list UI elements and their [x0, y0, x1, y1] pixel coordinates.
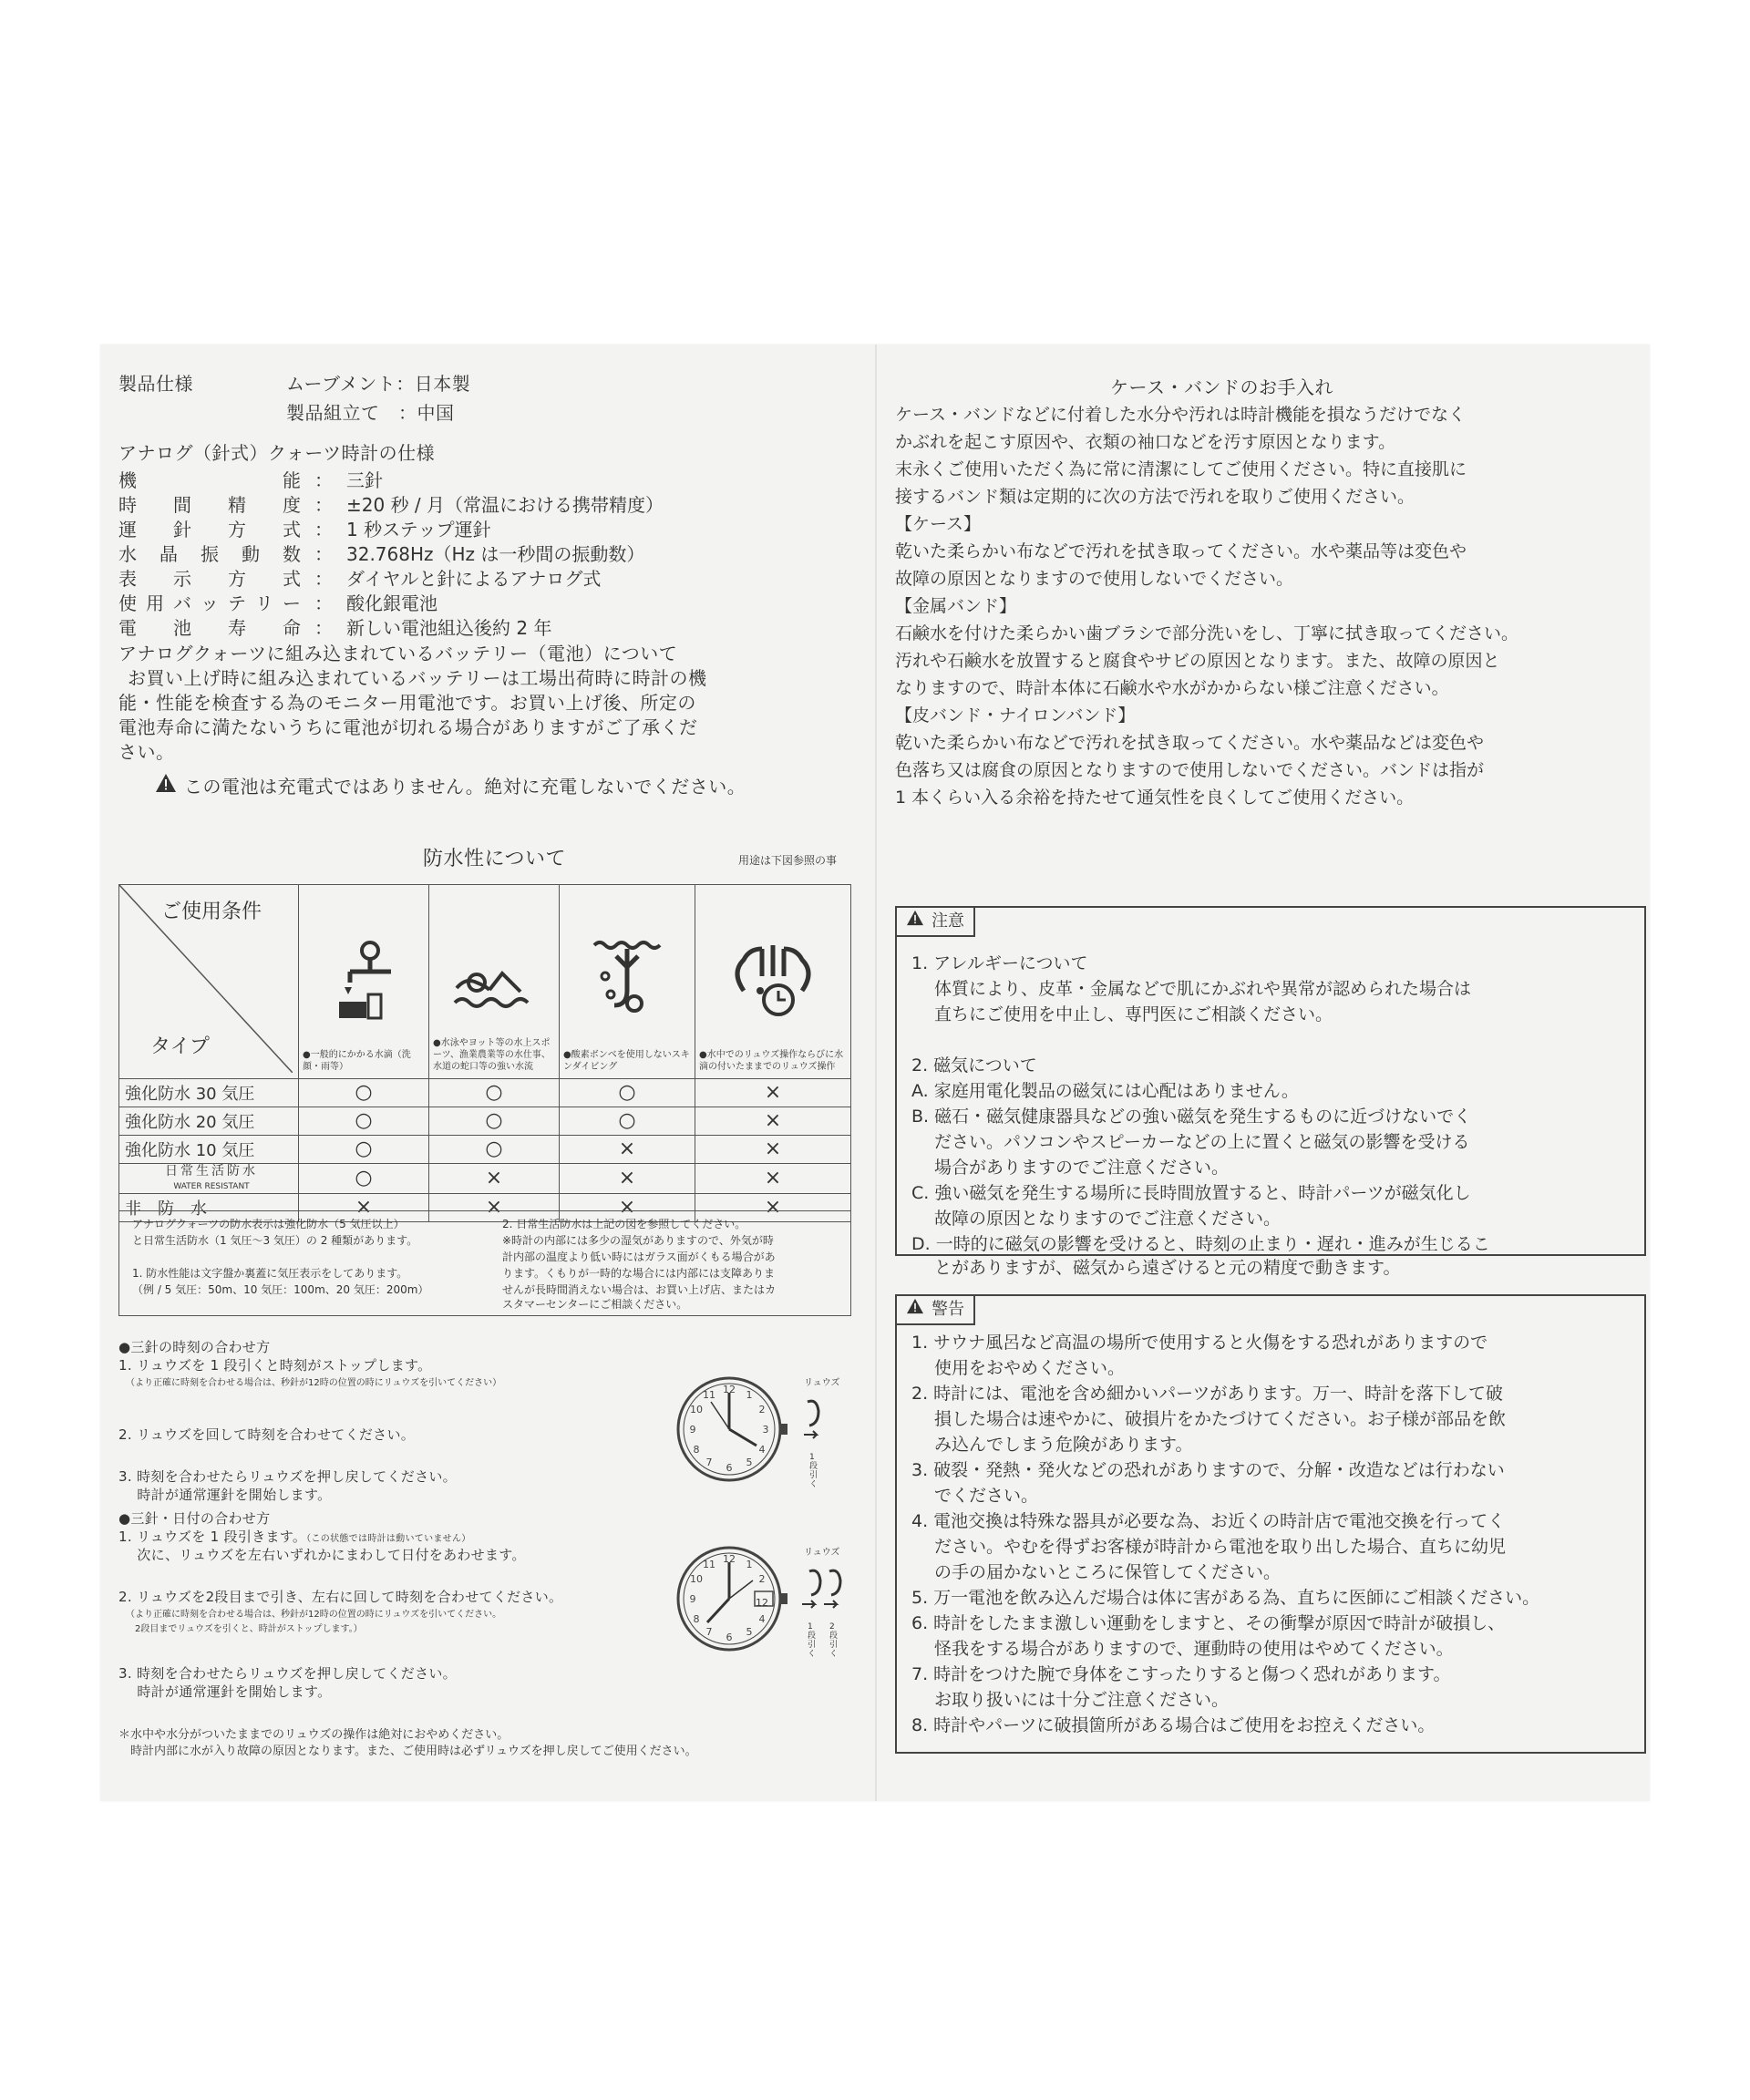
- analog-spec-title: アナログ（針式）クォーツ時計の仕様: [118, 442, 436, 464]
- footer-note: ＊水中や水分がついたままでのリュウズの操作は絶対におやめください。: [118, 1728, 510, 1742]
- spec-label: 製品仕様: [118, 373, 193, 395]
- svg-text:8: 8: [693, 1613, 700, 1625]
- spec-row: 機能 ： 三針: [118, 469, 383, 491]
- svg-text:1: 1: [746, 1389, 753, 1401]
- footer-note: 時計内部に水が入り故障の原因となります。また、ご使用時は必ずリュウズを押し戻してご使用ください。: [118, 1745, 697, 1758]
- watch-dial-date-icon: [674, 1535, 802, 1662]
- crown-pull-icon: [800, 1393, 828, 1457]
- table-row: 日常生活防水 WATER RESISTANT ○ × × ×: [119, 1164, 851, 1194]
- table-row: 強化防水 20 気圧 ○ ○ ○ ×: [119, 1107, 851, 1136]
- battery-text: お買い上げ時に組み込まれているバッテリーは工場出荷時に時計の機: [128, 667, 707, 689]
- svg-text:4: 4: [758, 1444, 766, 1456]
- care-title: ケース・バンドのお手入れ: [1110, 376, 1333, 398]
- date-window: 12: [756, 1597, 768, 1609]
- spec-row: 使用バッテリー ： 酸化銀電池: [118, 592, 438, 614]
- diving-icon: [591, 936, 664, 1027]
- svg-text:9: 9: [689, 1424, 696, 1436]
- svg-text:2: 2: [758, 1573, 766, 1585]
- caution-label: 注意: [895, 906, 975, 937]
- svg-text:9: 9: [689, 1593, 696, 1605]
- battery-text: 能・性能を検査する為のモニター用電池です。お買い上げ後、所定の: [118, 692, 696, 714]
- watch-dial-icon: [674, 1365, 802, 1493]
- no-charge-warning: この電池は充電式ではありません。絶対に充電しないでください。: [155, 773, 746, 798]
- svg-text:6: 6: [726, 1462, 733, 1474]
- corner-cell: [119, 885, 299, 1079]
- faucet-icon: [332, 931, 396, 1022]
- crown-pull-two-step-icon: [800, 1562, 848, 1626]
- type-label: タイプ: [150, 1035, 210, 1058]
- crown-label: リュウズ: [804, 1548, 840, 1558]
- condition-header: ●水中でのリュウズ操作ならびに水滴の付いたままでのリュウズ操作: [695, 885, 851, 1079]
- condition-header: ●水泳やヨット等の水上スポーツ、漁業農業等の水仕事、水道の蛇口等の強い水流: [429, 885, 560, 1079]
- caution-box: 注意 1. アレルギーについて 体質により、皮革・金属などで肌にかぶれや異常が認められた場合は 直ちにご使用を中止し、専門医にご相談ください。 2. 磁気について A. 家庭用電化製品の磁気には心配はありません。 B. 磁石・磁気健康器具などの強い磁気を発生するものに近づけないでく ださい。パソコンやスピーカーなどの上に置くと磁気の影響を受ける 場合がありますのでご注意ください。 C. 強い磁気を発生する場所に長時間放置すると、時計パーツが磁気化し 故障の原因となりますのでご注意ください。 D. 一時的に磁気の影響を受けると、時刻の止まり・遅れ・進みが生じるこ とがありますが、磁気から遠ざけると元の精度で動きます。: [895, 906, 1646, 1256]
- condition-header: ●一般的にかかる水滴（洗顔・雨等）: [299, 885, 429, 1079]
- metal-band-heading: 【金属バンド】: [895, 596, 1017, 616]
- table-row: 強化防水 10 気圧 ○ ○ × ×: [119, 1136, 851, 1164]
- svg-text:3: 3: [762, 1424, 769, 1436]
- svg-text:11: 11: [703, 1389, 715, 1401]
- crown-operation-icon: [727, 936, 818, 1027]
- svg-text:1: 1: [746, 1559, 753, 1570]
- svg-text:10: 10: [690, 1404, 703, 1415]
- crown-label: リュウズ: [804, 1378, 840, 1388]
- spec-row: 水晶振動数 ： 32.768Hz（Hz は一秒間の振動数）: [118, 543, 645, 565]
- svg-text:7: 7: [705, 1457, 713, 1468]
- spec-row: 電池寿命 ： 新しい電池組込後約 2 年: [118, 617, 552, 639]
- table-row: 強化防水 30 気圧 ○ ○ ○ ×: [119, 1079, 851, 1107]
- conditions-label: ご使用条件: [161, 901, 262, 923]
- svg-text:10: 10: [690, 1573, 703, 1585]
- svg-text:5: 5: [746, 1457, 753, 1468]
- spec-row: 時間精度 ： ±20 秒 / 月（常温における携帯精度）: [118, 494, 664, 516]
- fold-line: [875, 345, 877, 1801]
- water-notes-box: アナログクォーツの防水表示は強化防水（5 気圧以上） と日常生活防水（1 気圧〜3 気圧）の 2 種類があります。 1. 防水性能は文字盤か裏蓋に気圧表示をしてあります。 （例 / 5 気圧：50m、10 気圧：100m、20 気圧：200m） 2. 日常生活防水は上記の図を参照してください。 ※時計の内部には多少の湿気がありますので、外気が時 計内部の温度より低い時にはガラス面がくもる場合があ ります。くもりが一時的な場合には内部には支障ありま せんが長時間消えない場合は、お買い上げ店、またはカ スタマーセンターにご相談ください。: [118, 1210, 851, 1316]
- swimming-icon: [453, 961, 535, 1015]
- svg-text:8: 8: [693, 1444, 700, 1456]
- set-time-title: ●三針の時刻の合わせ方: [118, 1339, 271, 1355]
- condition-header: ●酸素ボンベを使用しないスキンダイビング: [560, 885, 695, 1079]
- svg-text:12: 12: [723, 1553, 736, 1565]
- battery-title: アナログクォーツに組み込まれているバッテリー（電池）について: [118, 643, 678, 664]
- water-note: 用途は下図参照の事: [738, 854, 838, 867]
- instruction-sheet: 製品仕様 ムーブメント：日本製 製品組立て ：中国 アナログ（針式）クォーツ時計の仕様 機能 ： 三針 時間精度 ： ±20 秒 / 月（常温における携帯精度） 運針方式 ： 1 秒ステップ運針 水晶振動数 ： 32.768Hz（Hz は一秒間の振動数） 表示方式 ： ダイヤルと針によるアナログ式 使用バッテリー ： 酸化銀電池 電池寿命 ： 新しい電池組込後約 2 年 アナログクォーツに組み込まれているバッテリー（電池）について お買い上げ時に組み込まれているバッテリーは工場出荷時に時計の機 能・性能を検査する為のモニター用電池です。お買い上げ後、所定の 電池寿命に満たないうちに電池が切れる場合がありますがご了承くだ さい。 この電池は充電式ではありません。絶対に充電しないでください。 防水性について 用途は下図参照の事 ご使用条件 タイプ ●一般的にかかる水滴（洗顔・雨等） ●水泳やヨット等の水上スポーツ、漁業農業等の水仕事、水道の蛇口等の強い水流 ●酸素ボンベを使用しないスキンダイビング ●水中でのリュウズ操作ならびに水滴の付いたままでのリュウズ操作 強化防水 30 気圧 ○ ○ ○ × 強化防水 20 気圧 ○ ○ ○ × 強化防水 10 気圧 ○ ○ × × 日常生活防水 WATER RESISTANT ○ × × × 非 防 水 × × × × アナログクォーツの防水表示は強化防水（5 気圧以上） と日常生活防水（1 気圧〜3 気圧）の 2 種類があります。 1. 防水性能は文字盤か裏蓋に気圧表示をしてあります。 （例 / 5 気圧：50m、10 気圧：100m、20 気圧：200m） 2. 日常生活防水は上記の図を参照してください。 ※時計の内部には多少の湿気がありますので、外気が時 計内部の温度より低い時にはガラス面がくもる場合があ ります。くもりが一時的な場合には内部には支障ありま せんが長時間消えない場合は、お買い上げ店、またはカ スタマーセンターにご相談ください。 ●三針の時刻の合わせ方 1. リュウズを 1 段引くと時刻がストップします。 （より正確に時刻を合わせる場合は、秒針が12時の位置の時にリュウズを引いてください） 2. リュウズを回して時刻を合わせてください。 3. 時刻を合わせたらリュウズを押し戻してください。 時計が通常運針を開始します。 12 3 6 9 1 2 4 5 7 8 10 11 リュウズ 1段引く ●三針・日付の合わせ方 1. リュウズを 1 段引きます。（この状態では時計は動いていません） 次に、リュウズを左右いずれかにまわして日付をあわせます。 2. リュウズを2段目まで引き、左右に回して時刻を合わせてください。 （より正確に時刻を合わせる場合は、秒針が12時の位置の時にリュウズを引いてください。 2段目までリュウズを引くと、時計がストップします。） 3. 時刻を合わせたらリュウズを押し戻してください。 時計が通常運針を開始します。 12 6 9 1 2 4 5 7 8 10 11 12 リュウズ 1段引く 2段引く ＊水中や水分がついたままでのリュウズの操作は絶対におやめください。 時計内部に水が入り故障の原因となります。また、ご使用時は必ずリュウズを押し戻してご使用ください。 ケース・バンドのお手入れ ケース・バンドなどに付着した水分や汚れは時計機能を損なうだけでなく かぶれを起こす原因や、衣類の袖口などを汚す原因となります。 末永くご使用いただく為に常に清潔にしてご使用ください。特に直接肌に 接するバンド類は定期的に次の方法で汚れを取りご使用ください。 【ケース】 乾いた柔らかい布などで汚れを拭き取ってください。水や薬品等は変色や 故障の原因となりますので使用しないでください。 【金属バンド】 石鹸水を付けた柔らかい歯ブラシで部分洗いをし、丁寧に拭き取ってください。 汚れや石鹸水を放置すると腐食やサビの原因となります。また、故障の原因と なりますので、時計本体に石鹸水や水がかからない様ご注意ください。 【皮バンド・ナイロンバンド】 乾いた柔らかい布などで汚れを拭き取ってください。水や薬品などは変色や 色落ち又は腐食の原因となりますので使用しないでください。バンドは指が 1 本くらい入る余裕を持たせて通気性を良くしてご使用ください。 注意 1. アレルギーについて 体質により、皮革・金属などで肌にかぶれや異常が認められた場合は 直ちにご使用を中止し、専門医にご相談ください。 2. 磁気について A. 家庭用電化製品の磁気には心配はありません。 B. 磁石・磁気健康器具などの強い磁気を発生するものに近づけないでく ださい。パソコンやスピーカーなどの上に置くと磁気の影響を受ける 場合がありますのでご注意ください。 C. 強い磁気を発生する場所に長時間放置すると、時計パーツが磁気化し 故障の原因となりますのでご注意ください。 D. 一時的に磁気の影響を受けると、時刻の止まり・遅れ・進みが生じるこ とがありますが、磁気から遠ざけると元の精度で動きます。 警告 1. サウナ風呂など高温の場所で使用すると火傷をする恐れがありますので 使用をおやめください。 2. 時計には、電池を含め細かいパーツがあります。万一、時計を落下して破 損した場合は速やかに、破損片をかたづけてください。お子様が部品を飲 み込んでしまう危険があります。 3. 破裂・発熱・発火などの恐れがありますので、分解・改造などは行わない でください。 4. 電池交換は特殊な器具が必要な為、お近くの時計店で電池交換を行ってく ださい。やむを得ずお客様が時計から電池を取り出した場合、直ちに幼児 の手の届かないところに保管してください。 5. 万一電池を飲み込んだ場合は体に害がある為、直ちに医師にご相談ください。 6. 時計をしたまま激しい運動をしますと、その衝撃が原因で時計が破損し、 怪我をする場合がありますので、運動時の使用はやめてください。 7. 時計をつけた腕で身体をこすったりすると傷つく恐れがあります。 お取り扱いには十分ご注意ください。 8. 時計やパーツに破損箇所がある場合はご使用をお控えください。: [100, 345, 1650, 1801]
- movement-origin: ムーブメント：日本製: [286, 373, 471, 395]
- svg-text:2: 2: [758, 1404, 766, 1415]
- warning-box: 警告 1. サウナ風呂など高温の場所で使用すると火傷をする恐れがありますので 使用をおやめください。 2. 時計には、電池を含め細かいパーツがあります。万一、時計を落下して破 損した場合は速やかに、破損片をかたづけてください。お子様が部品を飲 み込んでしまう危険があります。 3. 破裂・発熱・発火などの恐れがありますので、分解・改造などは行わない でください。 4. 電池交換は特殊な器具が必要な為、お近くの時計店で電池交換を行ってく ださい。やむを得ずお客様が時計から電池を取り出した場合、直ちに幼児 の手の届かないところに保管してください。 5. 万一電池を飲み込んだ場合は体に害がある為、直ちに医師にご相談ください。 6. 時計をしたまま激しい運動をしますと、その衝撃が原因で時計が破損し、 怪我をする場合がありますので、運動時の使用はやめてください。 7. 時計をつけた腕で身体をこすったりすると傷つく恐れがあります。 お取り扱いには十分ご注意ください。 8. 時計やパーツに破損箇所がある場合はご使用をお控えください。: [895, 1294, 1646, 1754]
- svg-text:7: 7: [705, 1626, 713, 1638]
- table-row: 非 防 水 × × × ×: [119, 1194, 851, 1222]
- spec-row: 表示方式 ： ダイヤルと針によるアナログ式: [118, 568, 602, 590]
- warning-triangle-icon: [906, 910, 924, 926]
- warning-triangle-icon: [155, 773, 177, 793]
- svg-text:5: 5: [746, 1626, 753, 1638]
- set-date-title: ●三針・日付の合わせ方: [118, 1510, 271, 1527]
- spec-row: 運針方式 ： 1 秒ステップ運針: [118, 519, 491, 540]
- assembly-origin: 製品組立て ：中国: [286, 402, 455, 424]
- warning-label: 警告: [895, 1294, 975, 1325]
- svg-text:4: 4: [758, 1613, 766, 1625]
- svg-text:11: 11: [703, 1559, 715, 1570]
- case-heading: 【ケース】: [895, 514, 982, 534]
- water-resistance-table: [118, 884, 851, 1222]
- svg-text:12: 12: [723, 1384, 736, 1395]
- leather-band-heading: 【皮バンド・ナイロンバンド】: [895, 705, 1136, 726]
- battery-text: さい。: [118, 741, 175, 763]
- battery-text: 電池寿命に満たないうちに電池が切れる場合がありますがご了承くだ: [118, 716, 698, 738]
- warning-triangle-icon: [906, 1298, 924, 1314]
- water-title: 防水性について: [423, 848, 567, 870]
- svg-text:6: 6: [726, 1632, 733, 1643]
